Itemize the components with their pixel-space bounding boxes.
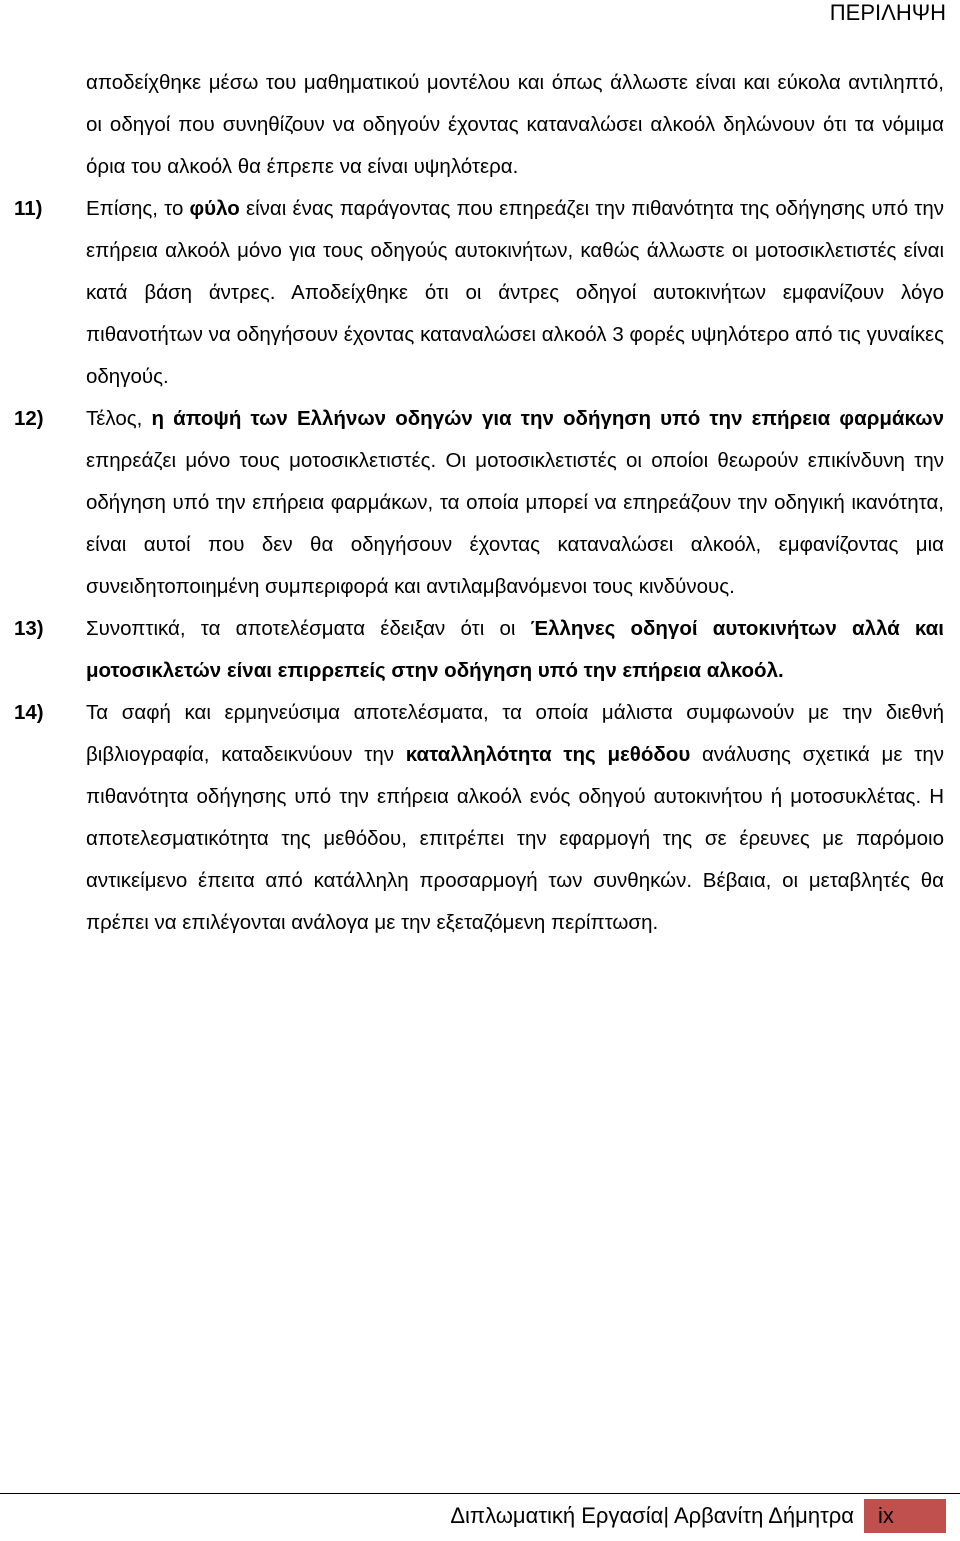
bold-phrase: Έλληνες οδηγοί αυτοκινήτων αλλά και μοτοσικλετών είναι επιρρεπείς στην οδήγηση υπό την επήρεια αλκοόλ.	[86, 617, 944, 682]
list-item	[14, 398, 944, 608]
list-item	[14, 692, 944, 944]
item-number: 11)	[14, 197, 43, 220]
item-number: 13)	[14, 617, 44, 640]
page-header-title: ΠΕΡΙΛΗΨΗ	[829, 0, 946, 25]
document-body	[14, 62, 944, 944]
bold-phrase: η άποψή των Ελλήνων οδηγών για την οδήγηση υπό την επήρεια φαρμάκων	[151, 407, 944, 430]
bold-phrase: καταλληλότητα της μεθόδου	[405, 743, 691, 766]
item-text: Συνοπτικά, τα αποτελέσματα έδειξαν ότι οι Έλληνες οδηγοί αυτοκινήτων αλλά και μοτοσικλετών είναι επιρρεπείς στην οδήγηση υπό την επήρεια αλκοόλ.	[86, 617, 944, 682]
item-text: Τέλος, η άποψή των Ελλήνων οδηγών για την οδήγηση υπό την επήρεια φαρμάκων επηρεάζει μόνο τους μοτοσικλετιστές. Οι μοτοσικλετιστές οι οποίοι θεωρούν επικίνδυνη την οδήγηση υπό την επήρεια φαρμάκων, τα οποία μπορεί να επηρεάζουν την οδηγική ικανότητα, είναι αυτοί που δεν θα οδηγήσουν έχοντας καταναλώσει αλκοόλ, εμφανίζοντας μια συνειδητοποιημένη συμπεριφορά και αντιλαμβανόμενοι τους κινδύνους.	[86, 407, 944, 598]
item-number: 14)	[14, 701, 44, 724]
list-item	[14, 188, 944, 398]
page-number-badge: ix	[864, 1499, 946, 1533]
item-text: Επίσης, το φύλο είναι ένας παράγοντας που επηρεάζει την πιθανότητα της οδήγησης υπό την επήρεια αλκοόλ μόνο για τους οδηγούς αυτοκινήτων, καθώς άλλωστε οι μοτοσικλετιστές είναι κατά βάση άντρες. Αποδείχθηκε ότι οι άντρες οδηγοί αυτοκινήτων εμφανίζουν λόγο πιθανοτήτων να οδηγήσουν έχοντας καταναλώσει αλκοόλ 3 φορές υψηλότερο από τις γυναίκες οδηγούς.	[86, 197, 944, 388]
footer-text: Διπλωματική Εργασία| Αρβανίτη Δήμητρα	[450, 1503, 854, 1528]
page-footer	[450, 1499, 946, 1533]
footer-divider	[0, 1493, 960, 1494]
item-text: Τα σαφή και ερμηνεύσιμα αποτελέσματα, τα οποία μάλιστα συμφωνούν με την διεθνή βιβλιογραφία, καταδεικνύουν την καταλληλότητα της μεθόδου ανάλυσης σχετικά με την πιθανότητα οδήγησης υπό την επήρεια αλκοόλ ενός οδηγού αυτοκινήτου ή μοτοσυκλέτας. Η αποτελεσματικότητα της μεθόδου, επιτρέπει την εφαρμογή της σε έρευνες με παρόμοιο αντικείμενο έπειτα από κατάλληλη προσαρμογή των συνθηκών. Βέβαια, οι μεταβλητές θα πρέπει να επιλέγονται ανάλογα με την εξεταζόμενη περίπτωση.	[86, 701, 944, 934]
continuation-paragraph: αποδείχθηκε μέσω του μαθηματικού μοντέλου και όπως άλλωστε είναι και εύκολα αντιληπτό, οι οδηγοί που συνηθίζουν να οδηγούν έχοντας καταναλώσει αλκοόλ δηλώνουν ότι τα νόμιμα όρια του αλκοόλ θα έπρεπε να είναι υψηλότερα.	[86, 71, 944, 178]
list-item	[14, 608, 944, 692]
item-number: 12)	[14, 407, 44, 430]
bold-phrase: φύλο	[189, 197, 240, 220]
